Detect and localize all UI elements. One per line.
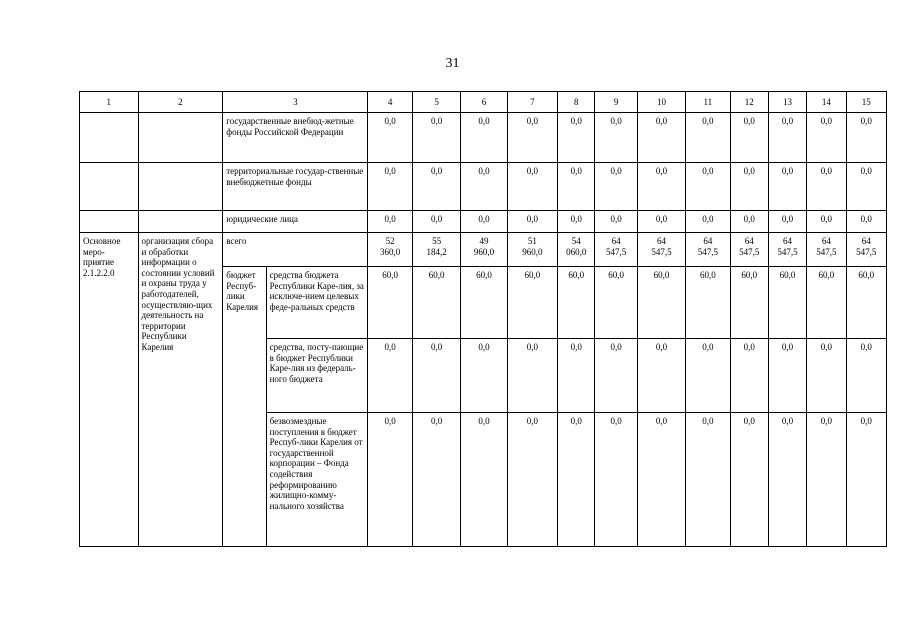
value-cell: 49 960,0 <box>461 233 507 267</box>
value-cell: 60,0 <box>461 267 507 339</box>
value-cell: 0,0 <box>595 163 637 211</box>
value-cell: 0,0 <box>807 113 846 163</box>
header-cell: 9 <box>595 92 637 113</box>
value-cell: 0,0 <box>730 413 768 547</box>
header-cell: 10 <box>637 92 685 113</box>
table-row-total <box>80 233 887 267</box>
header-cell: 3 <box>223 92 368 113</box>
row-label: средства, посту-пающие в бюджет Республики Каре-лия из федераль-ного бюджета <box>266 339 368 413</box>
header-cell: 4 <box>368 92 412 113</box>
table-row-terr-funds <box>80 163 887 211</box>
value-cell: 0,0 <box>768 211 806 233</box>
table-header-row <box>80 92 887 113</box>
value-cell: 0,0 <box>595 211 637 233</box>
value-cell: 0,0 <box>368 413 412 547</box>
value-cell: 0,0 <box>507 339 557 413</box>
budget-group-label: бюджет Респуб-лики Карелия <box>223 267 266 547</box>
value-cell: 60,0 <box>637 267 685 339</box>
header-cell: 11 <box>686 92 730 113</box>
value-cell: 0,0 <box>368 211 412 233</box>
value-cell: 0,0 <box>846 163 886 211</box>
header-cell: 1 <box>80 92 139 113</box>
empty-cell <box>80 163 139 211</box>
value-cell: 0,0 <box>412 211 460 233</box>
value-cell: 60,0 <box>807 267 846 339</box>
header-cell: 8 <box>558 92 595 113</box>
value-cell: 0,0 <box>558 339 595 413</box>
value-cell: 0,0 <box>846 413 886 547</box>
value-cell: 0,0 <box>412 413 460 547</box>
header-cell: 14 <box>807 92 846 113</box>
empty-cell <box>80 113 139 163</box>
value-cell: 0,0 <box>686 339 730 413</box>
value-cell: 0,0 <box>412 163 460 211</box>
header-cell: 2 <box>138 92 223 113</box>
value-cell: 0,0 <box>768 339 806 413</box>
header-cell: 5 <box>412 92 460 113</box>
measure-description-cell: организация сбора и обработки информации о состоянии условий и охраны труда у работодателей, осуществляю-щих деятельность на территории Республики Карелия <box>138 233 223 547</box>
row-label: всего <box>223 233 368 267</box>
value-cell: 0,0 <box>637 413 685 547</box>
value-cell: 0,0 <box>368 339 412 413</box>
value-cell: 0,0 <box>637 339 685 413</box>
empty-cell <box>80 211 139 233</box>
value-cell: 54 060,0 <box>558 233 595 267</box>
budget-table <box>79 91 887 547</box>
header-cell: 6 <box>461 92 507 113</box>
value-cell: 60,0 <box>686 267 730 339</box>
value-cell: 0,0 <box>595 339 637 413</box>
value-cell: 64 547,5 <box>637 233 685 267</box>
value-cell: 55 184,2 <box>412 233 460 267</box>
value-cell: 0,0 <box>461 113 507 163</box>
value-cell: 0,0 <box>686 413 730 547</box>
value-cell: 0,0 <box>637 113 685 163</box>
value-cell: 0,0 <box>507 413 557 547</box>
value-cell: 0,0 <box>461 211 507 233</box>
empty-cell <box>138 163 223 211</box>
value-cell: 64 547,5 <box>595 233 637 267</box>
value-cell: 60,0 <box>558 267 595 339</box>
value-cell: 0,0 <box>368 113 412 163</box>
value-cell: 0,0 <box>730 113 768 163</box>
value-cell: 60,0 <box>412 267 460 339</box>
value-cell: 0,0 <box>846 211 886 233</box>
value-cell: 0,0 <box>412 339 460 413</box>
table-row-legal <box>80 211 887 233</box>
value-cell: 0,0 <box>686 163 730 211</box>
value-cell: 0,0 <box>507 211 557 233</box>
value-cell: 0,0 <box>807 339 846 413</box>
value-cell: 0,0 <box>768 413 806 547</box>
value-cell: 0,0 <box>730 163 768 211</box>
header-cell: 12 <box>730 92 768 113</box>
value-cell: 0,0 <box>507 113 557 163</box>
value-cell: 0,0 <box>558 113 595 163</box>
value-cell: 0,0 <box>461 163 507 211</box>
value-cell: 60,0 <box>507 267 557 339</box>
value-cell: 0,0 <box>558 163 595 211</box>
value-cell: 64 547,5 <box>686 233 730 267</box>
value-cell: 60,0 <box>368 267 412 339</box>
value-cell: 0,0 <box>637 211 685 233</box>
value-cell: 0,0 <box>637 163 685 211</box>
value-cell: 0,0 <box>507 163 557 211</box>
value-cell: 64 547,5 <box>807 233 846 267</box>
value-cell: 0,0 <box>368 163 412 211</box>
value-cell: 0,0 <box>807 211 846 233</box>
value-cell: 0,0 <box>807 163 846 211</box>
value-cell: 0,0 <box>558 413 595 547</box>
value-cell: 0,0 <box>768 163 806 211</box>
empty-cell <box>138 211 223 233</box>
page-number: 31 <box>445 56 460 71</box>
value-cell: 60,0 <box>730 267 768 339</box>
value-cell: 0,0 <box>461 339 507 413</box>
row-label: безвозмездные поступления в бюджет Респуб-лики Карелия от государственной корпорации – Фонда содействия реформированию жилищно-комму-нального хозяйства <box>266 413 368 547</box>
value-cell: 0,0 <box>595 113 637 163</box>
value-cell: 0,0 <box>461 413 507 547</box>
value-cell: 0,0 <box>686 211 730 233</box>
value-cell: 0,0 <box>768 113 806 163</box>
row-label: государственные внебюд-жетные фонды Российской Федерации <box>223 113 368 163</box>
header-cell: 13 <box>768 92 806 113</box>
value-cell: 0,0 <box>807 413 846 547</box>
value-cell: 52 360,0 <box>368 233 412 267</box>
value-cell: 60,0 <box>846 267 886 339</box>
value-cell: 0,0 <box>846 339 886 413</box>
value-cell: 0,0 <box>730 339 768 413</box>
value-cell: 0,0 <box>846 113 886 163</box>
row-label: средства бюджета Республики Каре-лия, за исключе-нием целевых феде-ральных средств <box>266 267 368 339</box>
value-cell: 0,0 <box>595 413 637 547</box>
value-cell: 64 547,5 <box>768 233 806 267</box>
row-label: территориальные государ-ственные внебюджетные фонды <box>223 163 368 211</box>
value-cell: 0,0 <box>412 113 460 163</box>
header-cell: 15 <box>846 92 886 113</box>
value-cell: 60,0 <box>768 267 806 339</box>
row-label: юридические лица <box>223 211 368 233</box>
header-cell: 7 <box>507 92 557 113</box>
value-cell: 64 547,5 <box>730 233 768 267</box>
empty-cell <box>138 113 223 163</box>
value-cell: 0,0 <box>558 211 595 233</box>
value-cell: 51 960,0 <box>507 233 557 267</box>
value-cell: 60,0 <box>595 267 637 339</box>
measure-code-cell: Основное меро-приятие 2.1.2.2.0 <box>80 233 139 547</box>
value-cell: 0,0 <box>730 211 768 233</box>
value-cell: 0,0 <box>686 113 730 163</box>
table-row-gov-funds <box>80 113 887 163</box>
value-cell: 64 547,5 <box>846 233 886 267</box>
